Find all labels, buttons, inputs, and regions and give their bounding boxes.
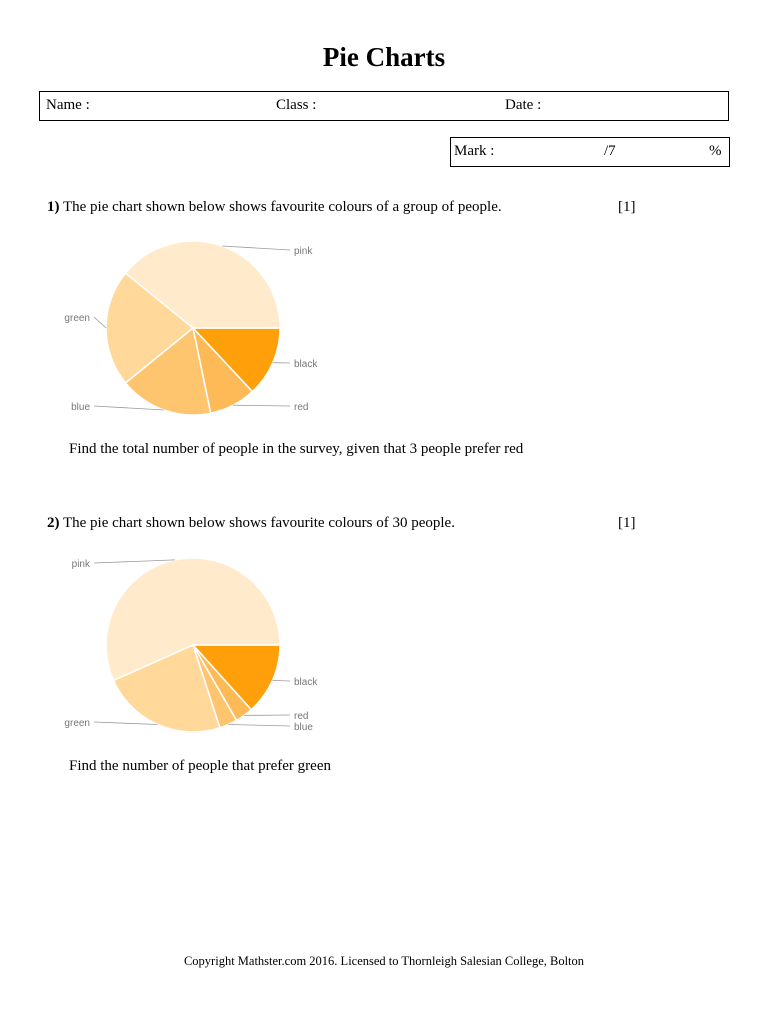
question-2-marks: [1]: [618, 515, 636, 531]
date-label: Date :: [505, 97, 542, 113]
leader-line-red: [233, 405, 290, 406]
percent-sign: %: [709, 143, 722, 159]
copyright-footer: Copyright Mathster.com 2016. Licensed to Thornleigh Salesian College, Bolton: [183, 954, 585, 968]
question-2-number: 2): [47, 515, 60, 531]
slice-label-black: black: [294, 359, 318, 370]
slice-label-red: red: [294, 711, 309, 722]
leader-line-black: [273, 680, 291, 681]
mark-box: [450, 137, 730, 167]
question-1-marks: [1]: [618, 199, 636, 215]
page-title: Pie Charts: [322, 42, 446, 72]
leader-line-blue: [94, 406, 164, 410]
mark-total: /7: [604, 143, 616, 159]
question-1: [47, 199, 502, 216]
class-label: Class :: [276, 97, 317, 113]
slice-label-black: black: [294, 677, 318, 688]
leader-line-green: [94, 317, 106, 328]
slice-label-blue: blue: [294, 722, 313, 733]
pie-chart-2: [50, 548, 350, 738]
slice-label-green: green: [64, 313, 90, 324]
question-2: [47, 515, 455, 532]
pie-chart-1: [50, 236, 350, 426]
name-label: Name :: [46, 97, 90, 113]
question-1-text: The pie chart shown below shows favourite colours of a group of people.: [62, 199, 502, 215]
leader-line-pink: [222, 246, 290, 250]
question-2-prompt: Find the number of people that prefer green: [69, 758, 331, 774]
question-1-prompt: Find the total number of people in the survey, given that 3 people prefer red: [69, 441, 524, 457]
question-1-number: 1): [47, 199, 60, 215]
slice-label-pink: pink: [71, 559, 90, 570]
slice-label-green: green: [64, 718, 90, 729]
leader-line-green: [94, 722, 158, 725]
leader-line-pink: [94, 560, 175, 563]
mark-label: Mark :: [454, 143, 495, 159]
slice-label-pink: pink: [294, 246, 313, 257]
question-2-text: The pie chart shown below shows favourite colours of 30 people.: [62, 515, 455, 531]
leader-line-blue: [228, 725, 290, 727]
student-info-box: [39, 91, 729, 121]
slice-label-blue: blue: [71, 402, 90, 413]
slice-label-red: red: [294, 402, 309, 413]
